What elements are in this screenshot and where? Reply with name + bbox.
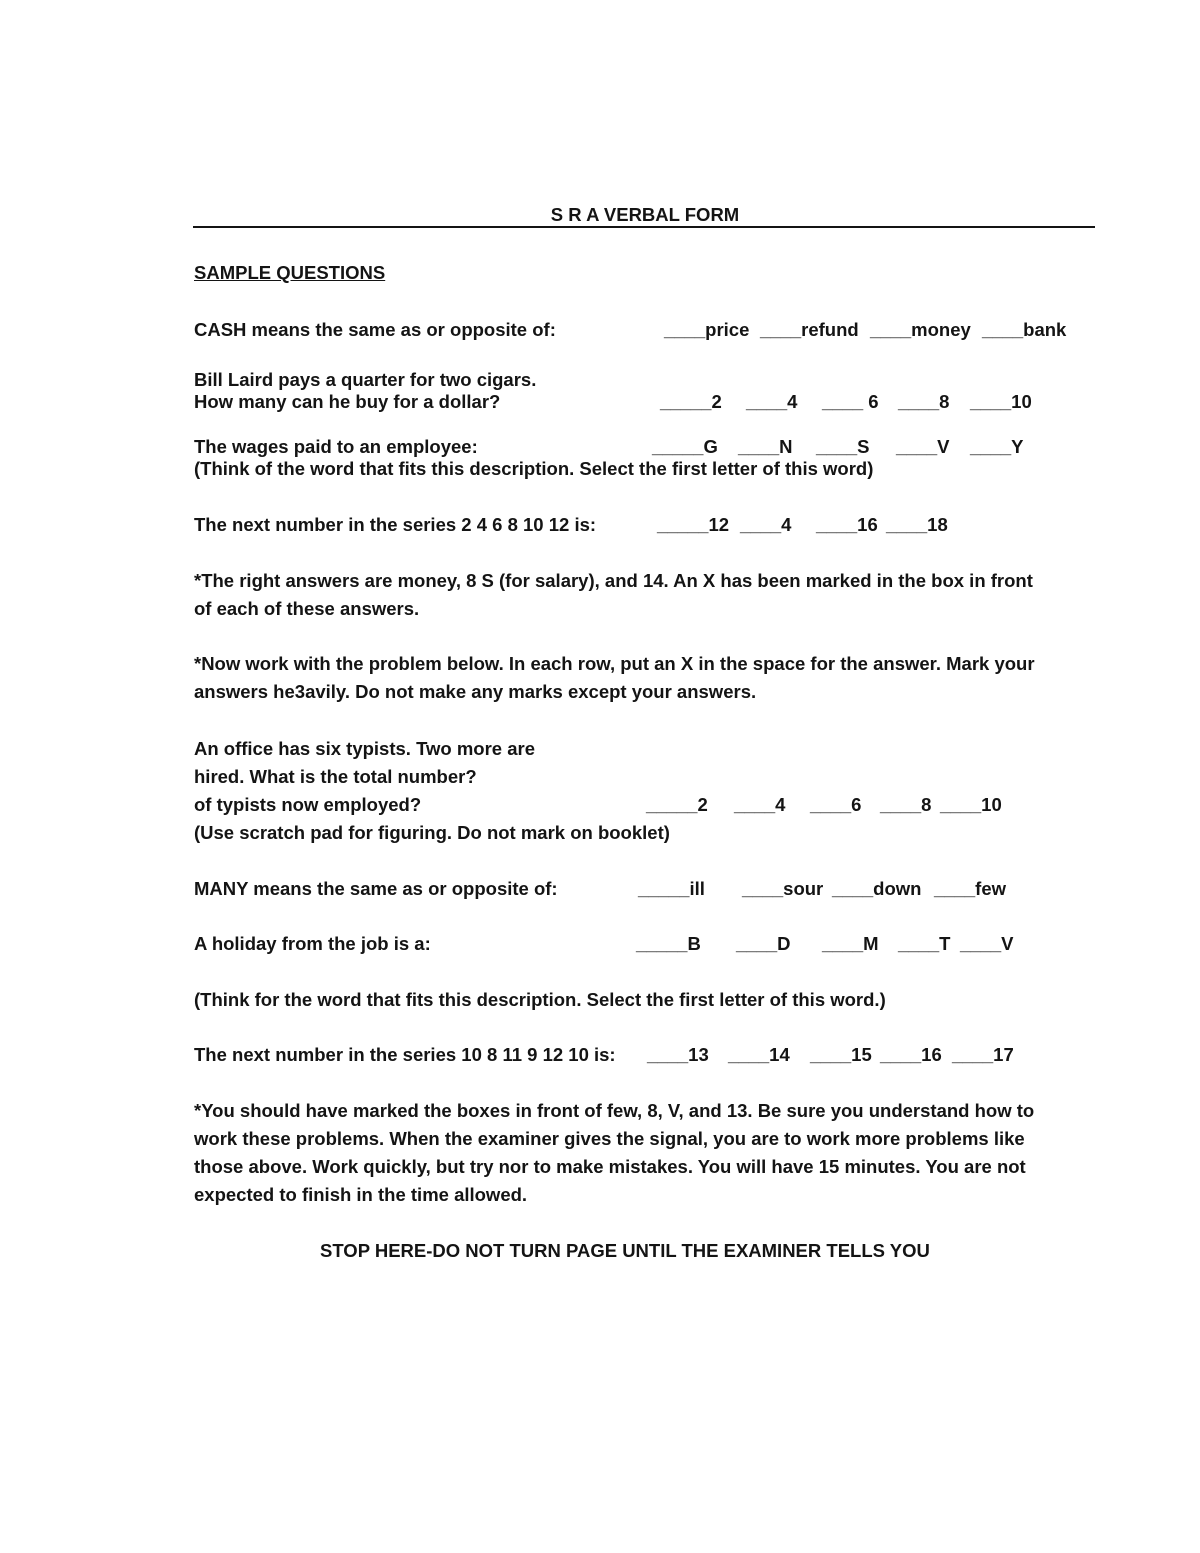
q1-option[interactable]: ____refund	[760, 319, 859, 340]
p3-option[interactable]: ____M	[822, 933, 879, 954]
q4-option[interactable]: ____4	[740, 514, 792, 535]
p2-option[interactable]: ____few	[934, 878, 1006, 899]
q2-option[interactable]: ____ 6	[822, 391, 879, 412]
p1-hint: (Use scratch pad for figuring. Do not mark on booklet)	[194, 822, 670, 843]
p4-option[interactable]: ____16	[880, 1044, 942, 1065]
q4-option[interactable]: _____12	[657, 514, 730, 535]
q2-line: How many can he buy for a dollar?	[194, 391, 501, 412]
p1-option[interactable]: ____10	[940, 794, 1002, 815]
q3-option[interactable]: ____S	[816, 436, 870, 457]
p1-line: of typists now employed?	[194, 794, 422, 815]
p1-option[interactable]: _____2	[646, 794, 708, 815]
instruction-note-line: *Now work with the problem below. In each row, put an X in the space for the answer. Mark your	[194, 653, 1035, 674]
q3-option[interactable]: ____V	[896, 436, 950, 457]
closing-line: those above. Work quickly, but try nor to make mistakes. You will have 15 minutes. You are not	[194, 1156, 1026, 1177]
q3-option[interactable]: ____N	[738, 436, 793, 457]
q2-option[interactable]: ____10	[970, 391, 1032, 412]
closing-line: work these problems. When the examiner gives the signal, you are to work more problems like	[194, 1128, 1025, 1149]
p2-option[interactable]: _____ill	[638, 878, 705, 899]
q2-option[interactable]: _____2	[660, 391, 722, 412]
p1-option[interactable]: ____8	[880, 794, 932, 815]
p4-option[interactable]: ____15	[810, 1044, 872, 1065]
p2-option[interactable]: ____down	[832, 878, 922, 899]
q4-option[interactable]: ____16	[816, 514, 878, 535]
p3-option[interactable]: ____V	[960, 933, 1014, 954]
p1-option[interactable]: ____4	[734, 794, 786, 815]
p4-option[interactable]: ____14	[728, 1044, 790, 1065]
q4-question: The next number in the series 2 4 6 8 10 12 is:	[194, 514, 597, 535]
answer-note-line: of each of these answers.	[194, 598, 420, 619]
q3-option[interactable]: ____Y	[970, 436, 1024, 457]
stop-notice: STOP HERE-DO NOT TURN PAGE UNTIL THE EXAMINER TELLS YOU	[320, 1240, 930, 1261]
title-rule	[193, 226, 1095, 228]
p3-option[interactable]: ____D	[736, 933, 791, 954]
p4-option[interactable]: ____13	[647, 1044, 709, 1065]
q2-line: Bill Laird pays a quarter for two cigars.	[194, 369, 537, 390]
form-title: S R A VERBAL FORM	[550, 204, 740, 225]
p3-option[interactable]: _____B	[636, 933, 701, 954]
closing-line: expected to finish in the time allowed.	[194, 1184, 528, 1205]
instruction-note-line: answers he3avily. Do not make any marks except your answers.	[194, 681, 757, 702]
q2-option[interactable]: ____8	[898, 391, 950, 412]
closing-line: *You should have marked the boxes in front of few, 8, V, and 13. Be sure you understand how to	[194, 1100, 1035, 1121]
q4-option[interactable]: ____18	[886, 514, 948, 535]
p1-line: hired. What is the total number?	[194, 766, 477, 787]
sample-heading: SAMPLE QUESTIONS	[194, 262, 386, 283]
p3-option[interactable]: ____T	[898, 933, 951, 954]
p3-question: A holiday from the job is a:	[194, 933, 431, 954]
q1-option[interactable]: ____money	[870, 319, 971, 340]
q1-option[interactable]: ____bank	[982, 319, 1067, 340]
p3-hint: (Think for the word that fits this description. Select the first letter of this word.)	[194, 989, 886, 1010]
q3-option[interactable]: _____G	[652, 436, 718, 457]
p1-option[interactable]: ____6	[810, 794, 862, 815]
p2-option[interactable]: ____sour	[742, 878, 824, 899]
q2-option[interactable]: ____4	[746, 391, 798, 412]
p1-line: An office has six typists. Two more are	[194, 738, 535, 759]
q1-option[interactable]: ____price	[664, 319, 750, 340]
p4-option[interactable]: ____17	[952, 1044, 1014, 1065]
q3-hint: (Think of the word that fits this description. Select the first letter of this word)	[194, 458, 874, 479]
q1-question: CASH means the same as or opposite of:	[194, 319, 556, 340]
p2-question: MANY means the same as or opposite of:	[194, 878, 558, 899]
answer-note-line: *The right answers are money, 8 S (for salary), and 14. An X has been marked in the box in front	[194, 570, 1033, 591]
q3-line: The wages paid to an employee:	[194, 436, 478, 457]
p4-question: The next number in the series 10 8 11 9 12 10 is:	[194, 1044, 616, 1065]
